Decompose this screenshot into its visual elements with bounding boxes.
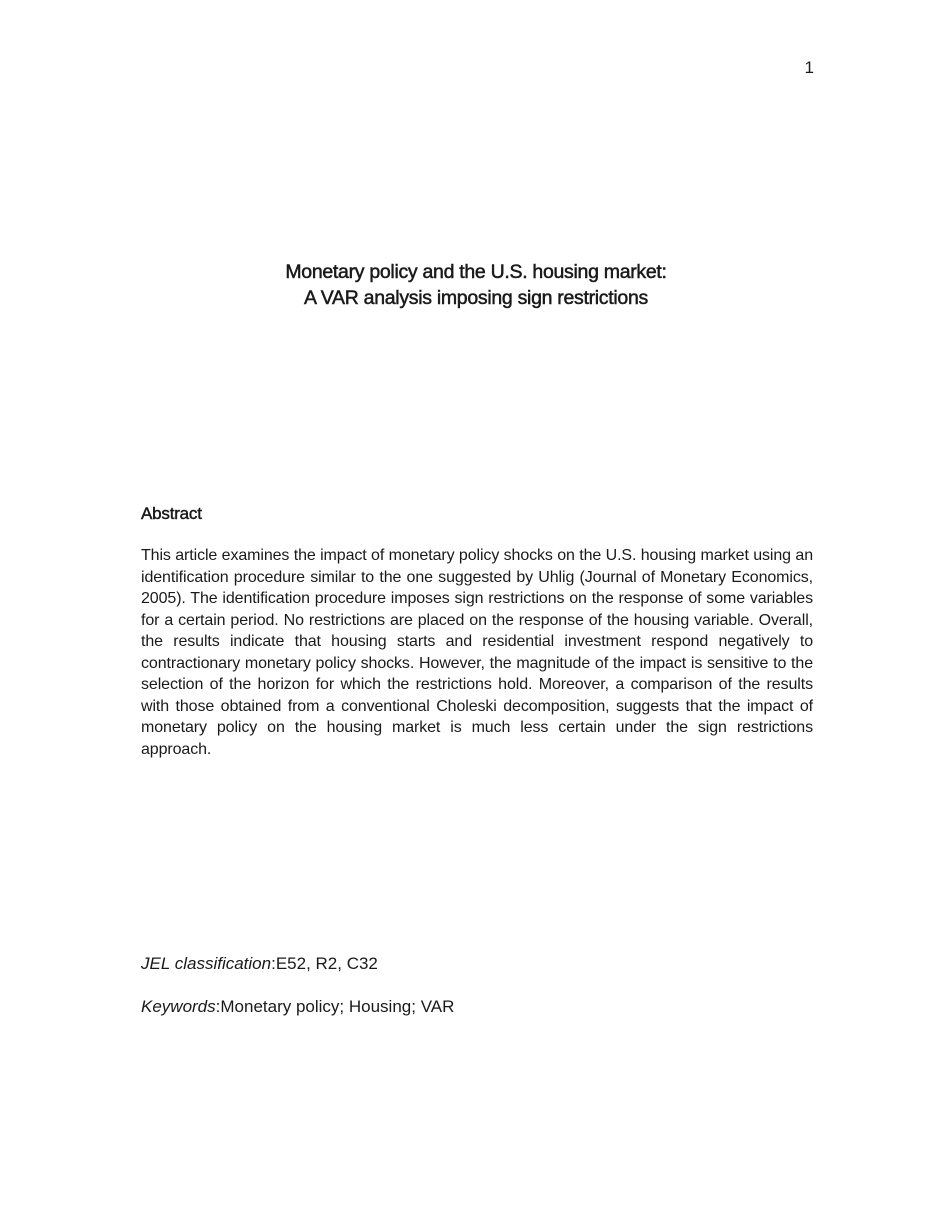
paper-title: [0, 259, 952, 311]
keywords-separator: :: [215, 997, 221, 1016]
keywords-value: Monetary policy; Housing; VAR: [220, 997, 455, 1016]
title-line-1: Monetary policy and the U.S. housing market:: [285, 261, 667, 283]
keywords-label: Keywords: [141, 997, 216, 1016]
title-line-2: A VAR analysis imposing sign restrictions: [304, 287, 648, 309]
abstract-body: This article examines the impact of monetary policy shocks on the U.S. housing market using an identification procedure similar to the one suggested by Uhlig (Journal of Monetary Economics, 2005). The identification procedure imposes sign restrictions on the response of some variables for a certain period. No restrictions are placed on the response of the housing variable. Overall, the results indicate that housing starts and residential investment respond negatively to contractionary monetary policy shocks. However, the magnitude of the impact is sensitive to the selection of the horizon for which the restrictions hold. Moreover, a comparison of the results with those obtained from a conventional Choleski decomposition, suggests that the impact of monetary policy on the housing market is much less certain under the sign restrictions approach.: [141, 547, 813, 758]
abstract-heading: Abstract: [141, 504, 202, 523]
keywords: [141, 996, 454, 1018]
jel-label: JEL classification: [141, 954, 272, 973]
jel-separator: :: [271, 954, 276, 973]
jel-value: E52, R2, C32: [275, 954, 378, 973]
page-number: 1: [804, 58, 814, 77]
jel-classification: [141, 953, 378, 975]
